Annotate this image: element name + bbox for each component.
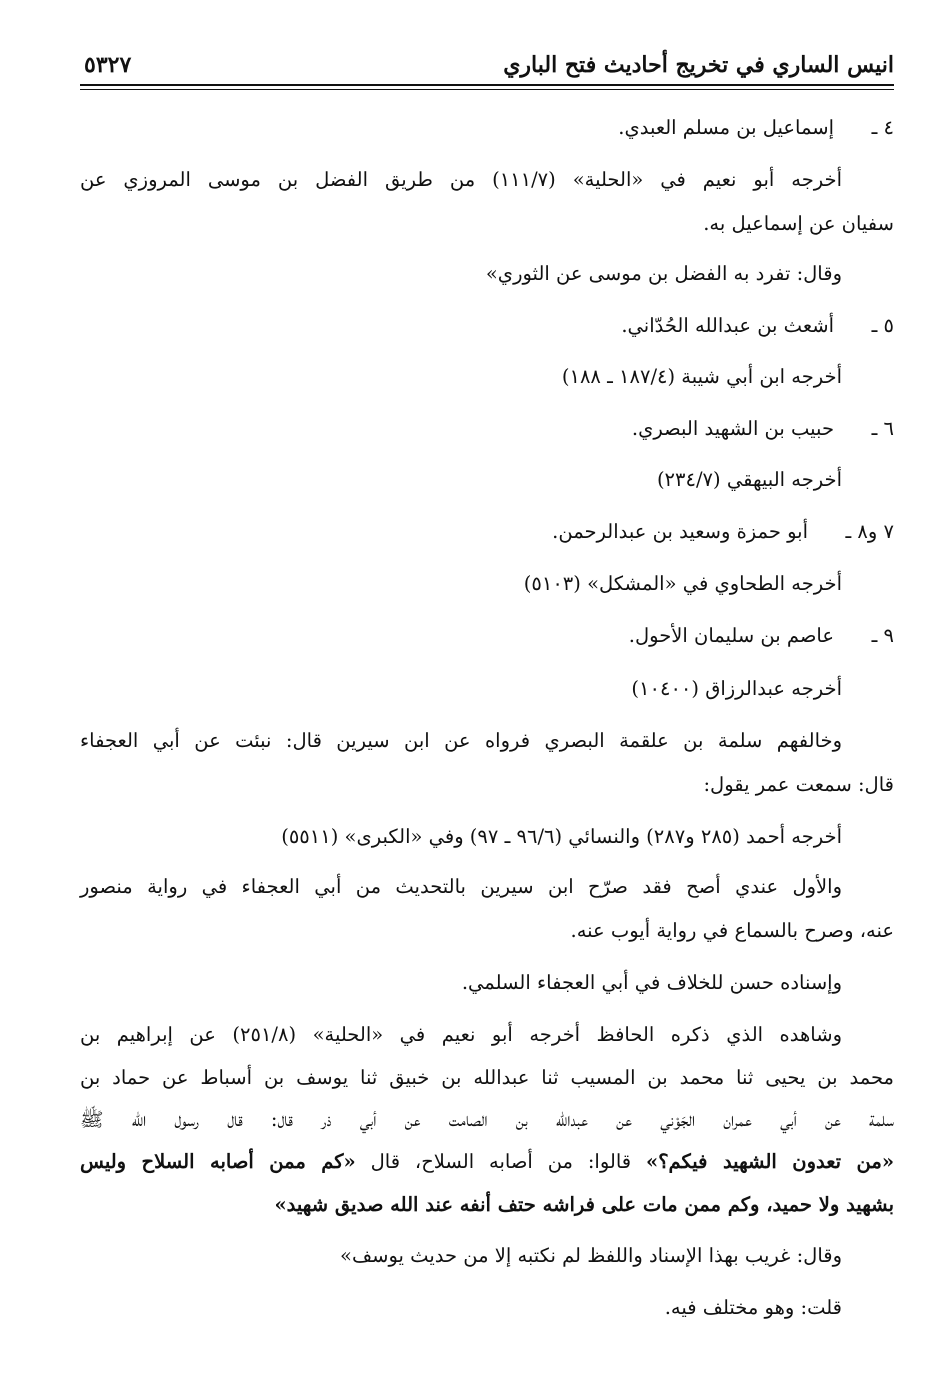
- paragraph-line: أخرجه أحمد (٢٨٥ و٢٨٧) والنسائي (٩٦/٦ ـ ٩٧) وفي «الكبرى» (٥٥١١): [281, 825, 842, 848]
- list-item-6: [80, 414, 894, 444]
- paragraph-line: عنه، وصرح بالسماع في رواية أيوب عنه.: [570, 919, 894, 942]
- item-number: ٤ ـ: [871, 116, 894, 139]
- header-rule-thick: [80, 84, 894, 86]
- paragraph-line: محمد بن يحيى ثنا محمد بن المسيب ثنا عبدالله بن خبيق ثنا يوسف بن أسباط عن حماد بن: [80, 1066, 894, 1089]
- paragraph-line: أخرجه ابن أبي شيبة (١٨٧/٤ ـ ١٨٨): [561, 365, 842, 388]
- paragraph-line: أخرجه أبو نعيم في «الحلية» (١١١/٧) من طريق الفضل بن موسى المروزي عن: [80, 168, 842, 191]
- narrator-name: إسماعيل بن مسلم العبدي.: [618, 116, 834, 139]
- paragraph-line: وشاهده الذي ذكره الحافظ أخرجه أبو نعيم في «الحلية» (٢٥١/٨) عن إبراهيم بن: [80, 1023, 842, 1046]
- paragraph-line: سفيان عن إسماعيل به.: [703, 212, 894, 235]
- item-number: ٩ ـ: [871, 624, 894, 647]
- list-item-9: [80, 621, 894, 651]
- plain-text: قالوا: من أصابه السلاح، قال: [355, 1150, 646, 1173]
- hadith-text: «من تعدون الشهيد فيكم؟»: [646, 1150, 895, 1173]
- item-number: ٦ ـ: [871, 417, 894, 440]
- page-number: ٥٣٢٧: [84, 52, 132, 78]
- paragraph-line: سلمة عن أبي عمران الجَوْني عن عبدالله بن الصامت عن أبي ذر قال: قال رسول الله ﷺ: [80, 1108, 894, 1131]
- narrator-name: عاصم بن سليمان الأحول.: [628, 624, 834, 647]
- item-number: ٥ ـ: [871, 314, 894, 337]
- paragraph-line: وإسناده حسن للخلاف في أبي العجفاء السلمي.: [461, 971, 842, 994]
- narrator-name: أبو حمزة وسعيد بن عبدالرحمن.: [552, 520, 808, 543]
- paragraph-line: [80, 1147, 894, 1177]
- paragraph-line: قلت: وهو مختلف فيه.: [664, 1296, 842, 1319]
- paragraph-line: بشهيد ولا حميد، وكم ممن مات على فراشه حتف أنفه عند الله صديق شهيد»: [274, 1193, 894, 1216]
- paragraph-line: أخرجه البيهقي (٢٣٤/٧): [656, 468, 842, 491]
- page-header: [80, 44, 894, 94]
- running-title: انيس الساري في تخريج أحاديث فتح الباري: [503, 52, 894, 78]
- hadith-text: «كم ممن أصابه السلاح وليس: [80, 1150, 356, 1173]
- paragraph-line: والأول عندي أصح فقد صرّح ابن سيرين بالتحديث من أبي العجفاء في رواية منصور: [80, 875, 842, 898]
- paragraph-line: أخرجه عبدالرزاق (١٠٤٠٠): [631, 677, 842, 700]
- narrator-name: حبيب بن الشهيد البصري.: [631, 417, 834, 440]
- item-number: ٧ و٨ ـ: [845, 520, 894, 543]
- header-rule-thin: [80, 89, 894, 90]
- paragraph-line: وقال: غريب بهذا الإسناد واللفظ لم نكتبه إلا من حديث يوسف»: [340, 1244, 842, 1267]
- paragraph-line: وخالفهم سلمة بن علقمة البصري فرواه عن ابن سيرين قال: نبئت عن أبي العجفاء: [80, 729, 842, 752]
- narrator-name: أشعث بن عبدالله الحُدّاني.: [621, 314, 834, 337]
- paragraph-line: قال: سمعت عمر يقول:: [703, 773, 894, 796]
- paragraph-line: وقال: تفرد به الفضل بن موسى عن الثوري»: [485, 262, 842, 285]
- list-item-7-8: [80, 517, 894, 547]
- list-item-5: [80, 311, 894, 341]
- paragraph-line: أخرجه الطحاوي في «المشكل» (٥١٠٣): [523, 572, 842, 595]
- list-item-4: [80, 113, 894, 143]
